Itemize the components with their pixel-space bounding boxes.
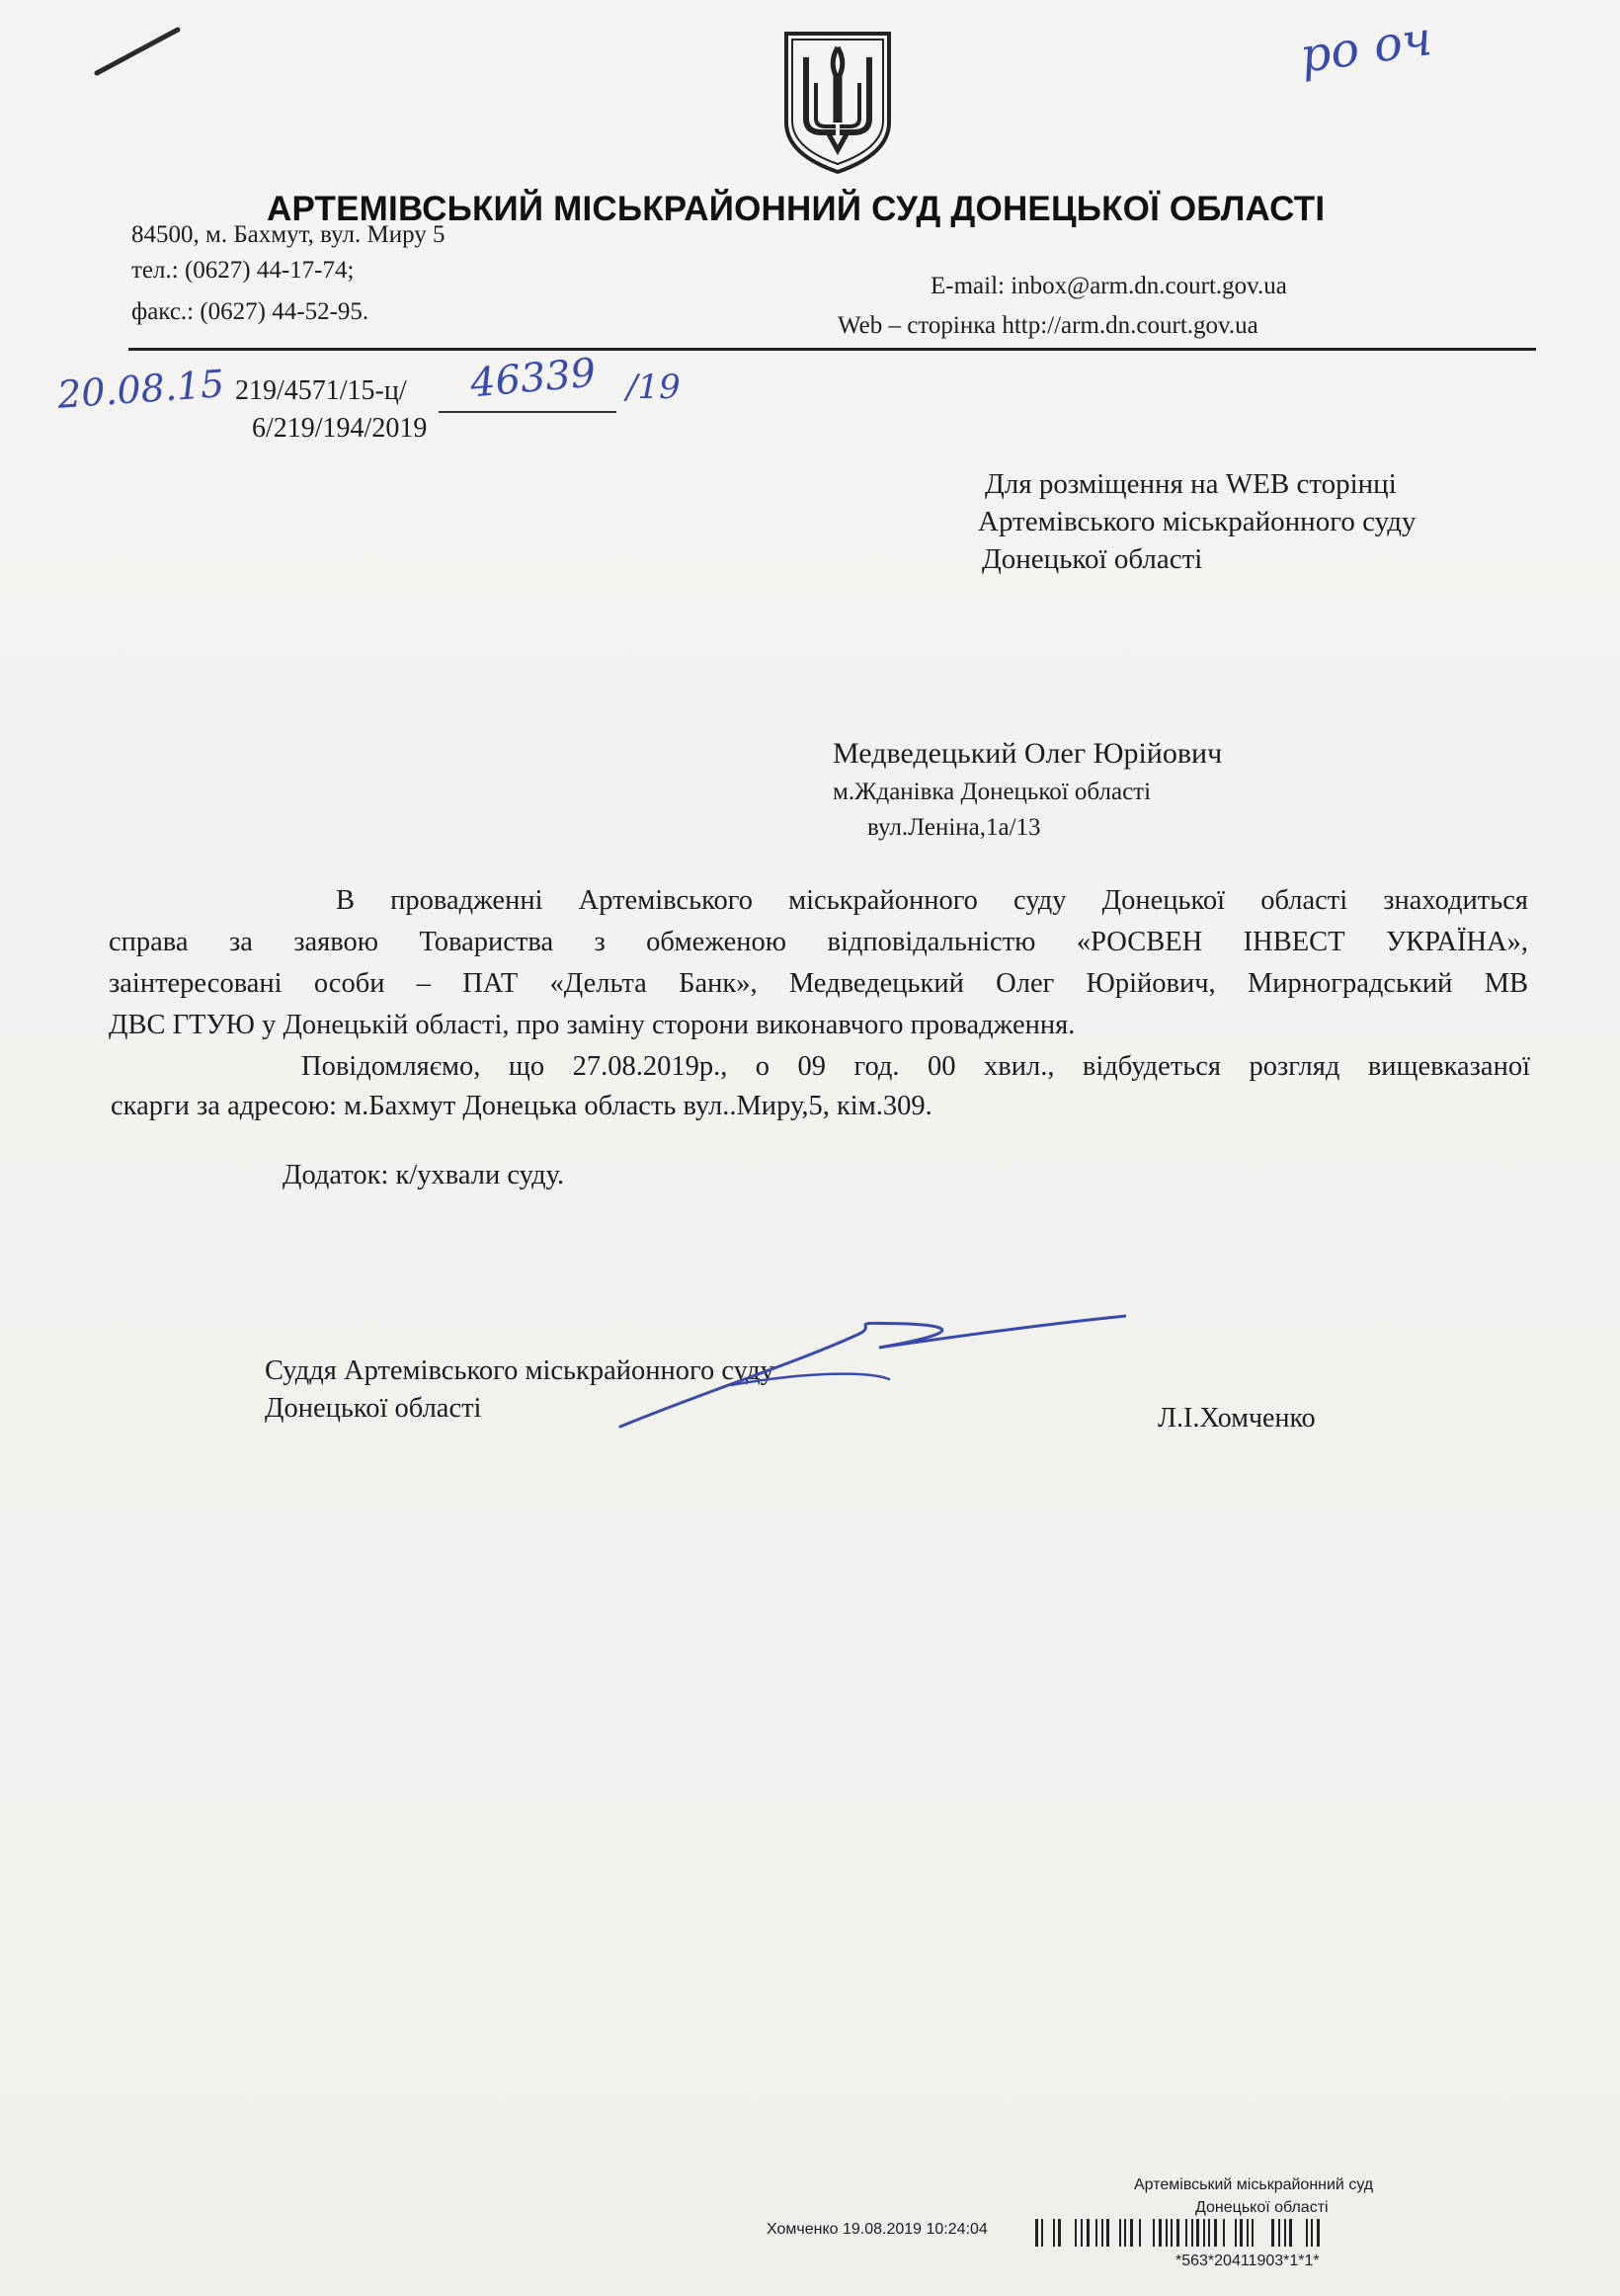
header-divider bbox=[128, 348, 1536, 351]
body-paragraph-2-line-1: Повідомляємо, що 27.08.2019р., о 09 год. 00 хвил., відбудеться розгляд вищевказаної bbox=[301, 1051, 1530, 1082]
footer-signed-stamp: Хомченко 19.08.2019 10:24:04 bbox=[767, 2221, 988, 2238]
barcode-bar bbox=[1159, 2219, 1162, 2247]
court-phone: тел.: (0627) 44-17-74; bbox=[131, 257, 355, 284]
footer-court-line1: Артемівський міськрайонний суд bbox=[1134, 2176, 1374, 2193]
judge-position-line1: Суддя Артемівського міськрайонного суду bbox=[265, 1355, 774, 1386]
barcode-bar bbox=[1124, 2219, 1126, 2247]
barcode-text: *563*20411903*1*1* bbox=[1175, 2253, 1320, 2269]
court-website: Web – сторінка http://arm.dn.court.gov.ua bbox=[838, 312, 1258, 339]
barcode-bar bbox=[1196, 2219, 1199, 2247]
barcode-bar bbox=[1317, 2219, 1320, 2247]
barcode-bar bbox=[1271, 2219, 1274, 2247]
handwritten-date: 20.08.15 bbox=[55, 362, 226, 417]
barcode-bar bbox=[1139, 2219, 1141, 2247]
footer-court-line2: Донецької області bbox=[1195, 2199, 1329, 2216]
barcode-bar bbox=[1153, 2219, 1155, 2247]
barcode-bar bbox=[1106, 2219, 1109, 2247]
barcode-bar bbox=[1223, 2219, 1225, 2247]
body-paragraph-1-line-2: справа за заявою Товариства з обмеженою відповідальністю «РОСВЕН ІНВЕСТ УКРАЇНА», bbox=[109, 927, 1528, 957]
barcode-bar bbox=[1053, 2219, 1055, 2247]
barcode-bar bbox=[1058, 2219, 1061, 2247]
publication-note-line3: Донецької області bbox=[982, 543, 1203, 575]
barcode-bar bbox=[1087, 2219, 1090, 2247]
barcode-bar bbox=[1311, 2219, 1313, 2247]
barcode-bar bbox=[1214, 2219, 1217, 2247]
barcode-bar bbox=[1203, 2219, 1205, 2247]
barcode-bar bbox=[1130, 2219, 1133, 2247]
pen-stroke-icon bbox=[91, 22, 190, 81]
publication-note-line1: Для розміщення на WEB сторінці bbox=[985, 468, 1397, 500]
court-fax: факс.: (0627) 44-52-95. bbox=[131, 298, 369, 325]
document-barcode bbox=[1035, 2219, 1326, 2247]
barcode-bar bbox=[1095, 2219, 1097, 2247]
barcode-bar bbox=[1289, 2219, 1292, 2247]
handwritten-resolution-note: ро оч bbox=[1296, 10, 1435, 85]
judge-signature-icon bbox=[612, 1302, 1126, 1440]
barcode-bar bbox=[1101, 2219, 1103, 2247]
barcode-bar bbox=[1278, 2219, 1280, 2247]
court-address: 84500, м. Бахмут, вул. Миру 5 bbox=[131, 221, 446, 248]
barcode-bar bbox=[1119, 2219, 1121, 2247]
outgoing-number-underline bbox=[439, 411, 616, 413]
trident-coat-of-arms-icon bbox=[778, 28, 897, 176]
judge-position-line2: Донецької області bbox=[265, 1393, 482, 1424]
barcode-bar bbox=[1191, 2219, 1193, 2247]
publication-note-line2: Артемівського міськрайонного суду bbox=[978, 506, 1417, 537]
handwritten-outgoing-number: 46339 bbox=[468, 350, 599, 407]
barcode-bar bbox=[1176, 2219, 1179, 2247]
barcode-bar bbox=[1075, 2219, 1077, 2247]
recipient-name: Медведецький Олег Юрійович bbox=[833, 737, 1223, 770]
body-paragraph-1-line-4: ДВС ГТУЮ у Донецькій області, про заміну сторони виконавчого провадження. bbox=[109, 1010, 1076, 1040]
barcode-bar bbox=[1166, 2219, 1168, 2247]
body-paragraph-2-line-2: скарги за адресою: м.Бахмут Донецька область вул..Миру,5, кім.309. bbox=[111, 1091, 932, 1121]
barcode-bar bbox=[1240, 2219, 1243, 2247]
barcode-bar bbox=[1306, 2219, 1308, 2247]
case-number: 219/4571/15-ц/ bbox=[235, 375, 407, 406]
barcode-bar bbox=[1208, 2219, 1210, 2247]
barcode-bar bbox=[1041, 2219, 1043, 2247]
proceeding-number: 6/219/194/2019 bbox=[252, 413, 428, 444]
court-email: E-mail: inbox@arm.dn.court.gov.ua bbox=[931, 273, 1287, 299]
attachment-note: Додаток: к/ухвали суду. bbox=[283, 1160, 565, 1190]
body-paragraph-1-line-1: В провадженні Артемівського міськрайонного суду Донецької області знаходиться bbox=[336, 885, 1528, 916]
body-paragraph-1-line-3: заінтересовані особи – ПАТ «Дельта Банк», Медведецький Олег Юрійович, Мирноградський МВ bbox=[109, 968, 1528, 999]
recipient-city: м.Жданівка Донецької області bbox=[833, 779, 1152, 805]
barcode-bar bbox=[1284, 2219, 1286, 2247]
court-title: АРТЕМІВСЬКИЙ МІСЬКРАЙОННИЙ СУД ДОНЕЦЬКОЇ ОБЛАСТІ bbox=[267, 190, 1326, 228]
handwritten-year-suffix: /19 bbox=[626, 368, 681, 407]
barcode-bar bbox=[1252, 2219, 1254, 2247]
barcode-bar bbox=[1235, 2219, 1237, 2247]
barcode-bar bbox=[1247, 2219, 1249, 2247]
barcode-bar bbox=[1185, 2219, 1187, 2247]
barcode-bar bbox=[1171, 2219, 1173, 2247]
barcode-bar bbox=[1081, 2219, 1083, 2247]
barcode-bar bbox=[1035, 2219, 1038, 2247]
recipient-street: вул.Леніна,1а/13 bbox=[867, 814, 1041, 841]
judge-name: Л.І.Хомченко bbox=[1158, 1403, 1316, 1434]
